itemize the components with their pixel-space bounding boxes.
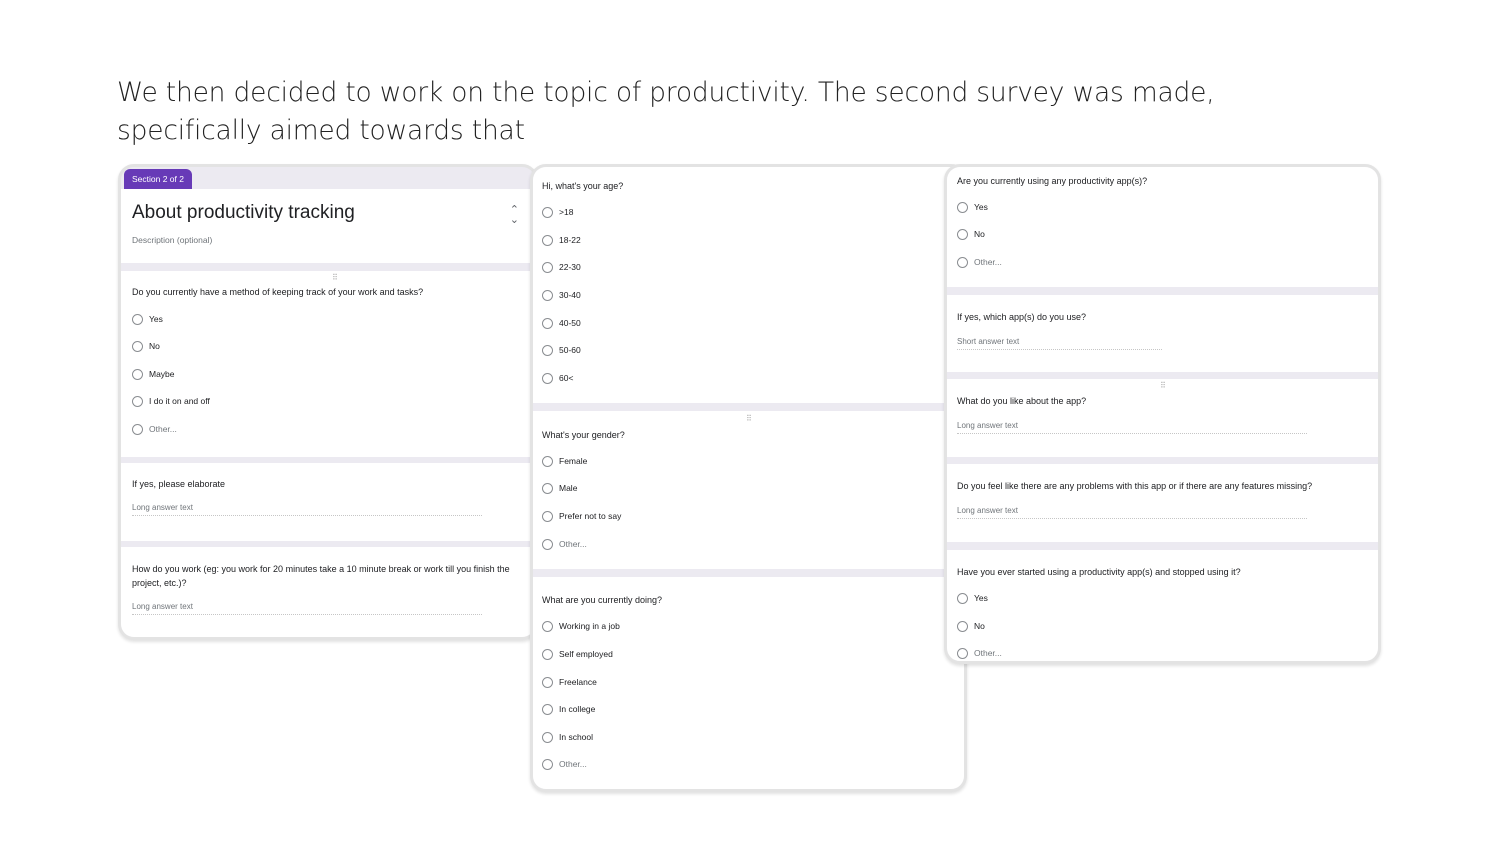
option-other[interactable] <box>542 537 587 551</box>
question-title: Hi, what's your age? <box>542 181 624 191</box>
long-answer-field[interactable]: Long answer text <box>132 602 482 615</box>
option-label: Other... <box>559 759 587 769</box>
radio-button-icon[interactable] <box>542 318 553 329</box>
radio-button-icon[interactable] <box>542 732 553 743</box>
option-label: Other... <box>559 539 587 549</box>
radio-button-icon[interactable] <box>542 262 553 273</box>
radio-button-icon[interactable] <box>542 539 553 550</box>
radio-button-icon[interactable] <box>542 207 553 218</box>
option-label: Prefer not to say <box>559 511 622 521</box>
question-title: Do you feel like there are any problems with this app or if there are any features missing? <box>957 481 1313 491</box>
option-label: Working in a job <box>559 621 620 631</box>
option-label: Male <box>559 483 578 493</box>
radio-button-icon[interactable] <box>957 229 968 240</box>
section-tab: Section 2 of 2 <box>124 169 192 189</box>
option-in-school[interactable] <box>542 730 593 744</box>
option-on-and-off[interactable] <box>132 394 210 408</box>
radio-button-icon[interactable] <box>132 341 143 352</box>
radio-button-icon[interactable] <box>132 424 143 435</box>
option-yes[interactable] <box>957 200 988 214</box>
option-label: Other... <box>974 257 1002 267</box>
option-female[interactable] <box>542 454 587 468</box>
question-card-like-app[interactable] <box>947 379 1378 457</box>
question-card-tracking-method[interactable] <box>121 271 535 457</box>
option-label: Freelance <box>559 677 597 687</box>
radio-button-icon[interactable] <box>957 593 968 604</box>
question-card-which-apps[interactable] <box>947 295 1378 372</box>
radio-button-icon[interactable] <box>957 202 968 213</box>
question-card-elaborate[interactable] <box>121 463 535 541</box>
section-header-card <box>121 189 535 263</box>
radio-button-icon[interactable] <box>542 345 553 356</box>
radio-button-icon[interactable] <box>542 649 553 660</box>
option-age-under-18[interactable] <box>542 205 573 219</box>
option-label: No <box>149 341 160 351</box>
option-label: 60< <box>559 373 574 383</box>
question-title: If yes, which app(s) do you use? <box>957 312 1087 322</box>
option-age-22-30[interactable] <box>542 260 581 274</box>
drag-handle-icon[interactable]: ⠿ <box>332 273 339 282</box>
radio-button-icon[interactable] <box>542 511 553 522</box>
option-label: Maybe <box>149 369 175 379</box>
question-card-occupation[interactable] <box>533 577 964 792</box>
option-no[interactable] <box>957 619 985 633</box>
drag-handle-icon[interactable]: ⠿ <box>746 414 753 423</box>
radio-button-icon[interactable] <box>957 621 968 632</box>
option-label: Self employed <box>559 649 613 659</box>
radio-button-icon[interactable] <box>542 621 553 632</box>
option-other[interactable] <box>957 646 1002 660</box>
radio-button-icon[interactable] <box>132 369 143 380</box>
radio-button-icon[interactable] <box>542 483 553 494</box>
option-other[interactable] <box>542 757 587 771</box>
collapse-icon[interactable]: ⌃ ⌄ <box>509 203 519 226</box>
option-age-over-60[interactable] <box>542 371 573 385</box>
option-other[interactable] <box>132 422 177 436</box>
question-card-work-style[interactable] <box>121 547 535 640</box>
radio-button-icon[interactable] <box>542 677 553 688</box>
long-answer-field[interactable]: Long answer text <box>957 421 1307 434</box>
long-answer-field[interactable]: Long answer text <box>132 503 482 516</box>
question-title: What do you like about the app? <box>957 396 1087 406</box>
option-age-18-22[interactable] <box>542 233 581 247</box>
option-label: In school <box>559 732 594 742</box>
radio-button-icon[interactable] <box>542 373 553 384</box>
radio-button-icon[interactable] <box>542 235 553 246</box>
option-working-in-a-job[interactable] <box>542 619 620 633</box>
section-title[interactable]: About productivity tracking <box>132 202 355 223</box>
headline: We then decided to work on the topic of productivity. The second survey was made, specifically aimed towards that <box>117 77 1215 146</box>
radio-button-icon[interactable] <box>542 290 553 301</box>
option-label: No <box>974 229 985 239</box>
option-label: 30-40 <box>559 290 581 300</box>
option-label: Yes <box>974 202 988 212</box>
drag-handle-icon[interactable]: ⠿ <box>1160 381 1167 390</box>
option-label: Yes <box>149 314 163 324</box>
question-title: What are you currently doing? <box>542 595 663 605</box>
option-label: In college <box>559 704 596 714</box>
option-self-employed[interactable] <box>542 647 613 661</box>
radio-button-icon[interactable] <box>957 648 968 659</box>
option-maybe[interactable] <box>132 367 175 381</box>
question-card-age[interactable] <box>533 167 964 403</box>
option-in-college[interactable] <box>542 702 595 716</box>
option-prefer-not-to-say[interactable] <box>542 509 621 523</box>
radio-button-icon[interactable] <box>542 759 553 770</box>
form-panel-app-usage <box>944 164 1381 664</box>
radio-button-icon[interactable] <box>957 257 968 268</box>
question-card-using-app[interactable] <box>947 167 1378 287</box>
option-yes[interactable] <box>132 312 163 326</box>
form-panel-section-2 <box>118 164 538 640</box>
radio-button-icon[interactable] <box>542 704 553 715</box>
radio-button-icon[interactable] <box>132 314 143 325</box>
option-label: 18-22 <box>559 235 581 245</box>
option-age-40-50[interactable] <box>542 316 581 330</box>
question-title: Do you currently have a method of keeping track of your work and tasks? <box>132 287 424 297</box>
short-answer-field[interactable]: Short answer text <box>957 337 1162 350</box>
question-title: Have you ever started using a productivity app(s) and stopped using it? <box>957 567 1241 577</box>
question-card-stopped-using[interactable] <box>947 550 1378 664</box>
question-card-problems[interactable] <box>947 464 1378 542</box>
radio-button-icon[interactable] <box>132 396 143 407</box>
question-title: If yes, please elaborate <box>132 479 226 489</box>
option-label: Female <box>559 456 588 466</box>
option-no[interactable] <box>132 339 160 353</box>
option-male[interactable] <box>542 481 577 495</box>
option-label: 22-30 <box>559 262 581 272</box>
option-label: >18 <box>559 207 574 217</box>
form-panel-demographics <box>530 164 967 792</box>
option-label: Yes <box>974 593 988 603</box>
option-no[interactable] <box>957 227 985 241</box>
radio-button-icon[interactable] <box>542 456 553 467</box>
option-age-50-60[interactable] <box>542 343 581 357</box>
option-label: No <box>974 621 985 631</box>
option-freelance[interactable] <box>542 675 597 689</box>
option-label: 40-50 <box>559 318 581 328</box>
section-description[interactable]: Description (optional) <box>132 235 213 245</box>
option-label: 50-60 <box>559 345 581 355</box>
question-title: Are you currently using any productivity app(s)? <box>957 176 1148 186</box>
option-age-30-40[interactable] <box>542 288 581 302</box>
option-yes[interactable] <box>957 591 988 605</box>
option-label: Other... <box>149 424 177 434</box>
question-card-gender[interactable] <box>533 411 964 569</box>
long-answer-field[interactable]: Long answer text <box>957 506 1307 519</box>
option-label: Other... <box>974 648 1002 658</box>
option-label: I do it on and off <box>149 396 210 406</box>
question-title: What's your gender? <box>542 430 625 440</box>
question-title: How do you work (eg: you work for 20 minutes take a 10 minute break or work till you finish the project, etc.)? <box>132 564 510 588</box>
option-other[interactable] <box>957 255 1002 269</box>
